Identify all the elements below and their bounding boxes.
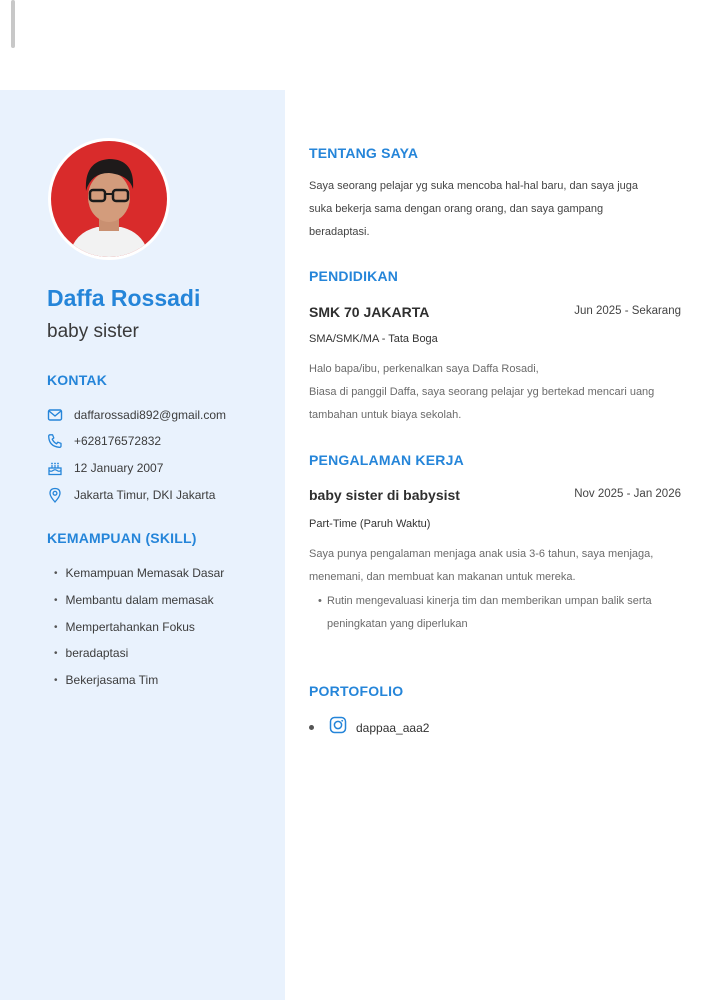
profile-name: Daffa Rossadi	[47, 285, 201, 311]
experience-bullet-text: peningkatan yang diperlukan	[327, 618, 468, 630]
education-heading: PENDIDIKAN	[309, 268, 399, 284]
contact-phone[interactable]	[47, 432, 161, 450]
phone-text: +628176572832	[74, 434, 162, 448]
profile-role: baby sister	[47, 321, 139, 342]
contact-heading: KONTAK	[47, 372, 108, 388]
experience-heading: PENGALAMAN KERJA	[309, 452, 464, 468]
skill-item: • Membantu dalam memasak	[54, 593, 214, 607]
skills-heading: KEMAMPUAN (SKILL)	[47, 530, 197, 546]
contact-location	[47, 486, 215, 504]
avatar	[48, 138, 170, 260]
instagram-handle[interactable]: dappaa_aaa2	[356, 720, 430, 735]
education-description	[309, 358, 684, 427]
about-line: beradaptasi.	[309, 226, 370, 238]
experience-description	[309, 543, 684, 589]
experience-line: Saya punya pengalaman menjaga anak usia 3-6 tahun, saya menjaga,	[309, 548, 654, 560]
skill-label: Mempertahankan Fokus	[65, 620, 195, 634]
skill-label: beradaptasi	[65, 646, 129, 660]
education-school: SMK 70 JAKARTA	[309, 304, 430, 320]
instagram-icon	[329, 716, 347, 739]
about-line: suka bekerja sama dengan orang orang, dan saya gampang	[309, 203, 604, 215]
bullet-dot	[309, 725, 314, 730]
education-level: SMA/SMK/MA - Tata Boga	[309, 333, 438, 345]
mail-icon	[47, 407, 63, 423]
education-date: Jun 2025 - Sekarang	[574, 305, 681, 317]
experience-bullet-text: Rutin mengevaluasi kinerja tim dan memberikan umpan balik serta	[327, 595, 652, 607]
experience-line: menemani, dan membuat kan makanan untuk mereka.	[309, 571, 576, 583]
skill-item: • Kemampuan Memasak Dasar	[54, 566, 225, 580]
experience-bullet: • Rutin mengevaluasi kinerja tim dan memberikan umpan balik serta	[318, 595, 652, 607]
experience-title: baby sister di babysist	[309, 487, 460, 503]
skill-label: Kemampuan Memasak Dasar	[65, 566, 225, 580]
portfolio-item[interactable]	[309, 716, 429, 739]
birthday-text: 12 January 2007	[74, 461, 164, 475]
experience-bullet-continuation	[318, 613, 687, 636]
scrollbar-indicator[interactable]	[11, 0, 15, 48]
skill-label: Bekerjasama Tim	[65, 673, 159, 687]
profile-photo	[51, 141, 167, 257]
skill-item: • Mempertahankan Fokus	[54, 620, 195, 634]
about-heading: TENTANG SAYA	[309, 145, 419, 161]
cake-icon	[47, 460, 63, 476]
education-line: tambahan untuk biaya sekolah.	[309, 409, 462, 421]
about-line: Saya seorang pelajar yg suka mencoba hal-hal baru, dan saya juga	[309, 180, 638, 192]
experience-type: Part-Time (Paruh Waktu)	[309, 518, 431, 530]
phone-icon	[47, 433, 63, 449]
about-text	[309, 175, 684, 244]
portfolio-heading: PORTOFOLIO	[309, 683, 404, 699]
contact-email[interactable]	[47, 406, 226, 424]
experience-date: Nov 2025 - Jan 2026	[574, 488, 681, 500]
education-line: Biasa di panggil Daffa, saya seorang pelajar yg bertekad mencari uang	[309, 386, 655, 398]
education-line: Halo bapa/ibu, perkenalkan saya Daffa Rosadi,	[309, 363, 539, 375]
map-pin-icon	[47, 487, 63, 503]
skill-item: • Bekerjasama Tim	[54, 673, 159, 687]
contact-birthday	[47, 459, 163, 477]
location-text: Jakarta Timur, DKI Jakarta	[74, 488, 216, 502]
skill-label: Membantu dalam memasak	[65, 593, 214, 607]
email-text: daffarossadi892@gmail.com	[74, 408, 227, 422]
skill-item: • beradaptasi	[54, 646, 129, 660]
